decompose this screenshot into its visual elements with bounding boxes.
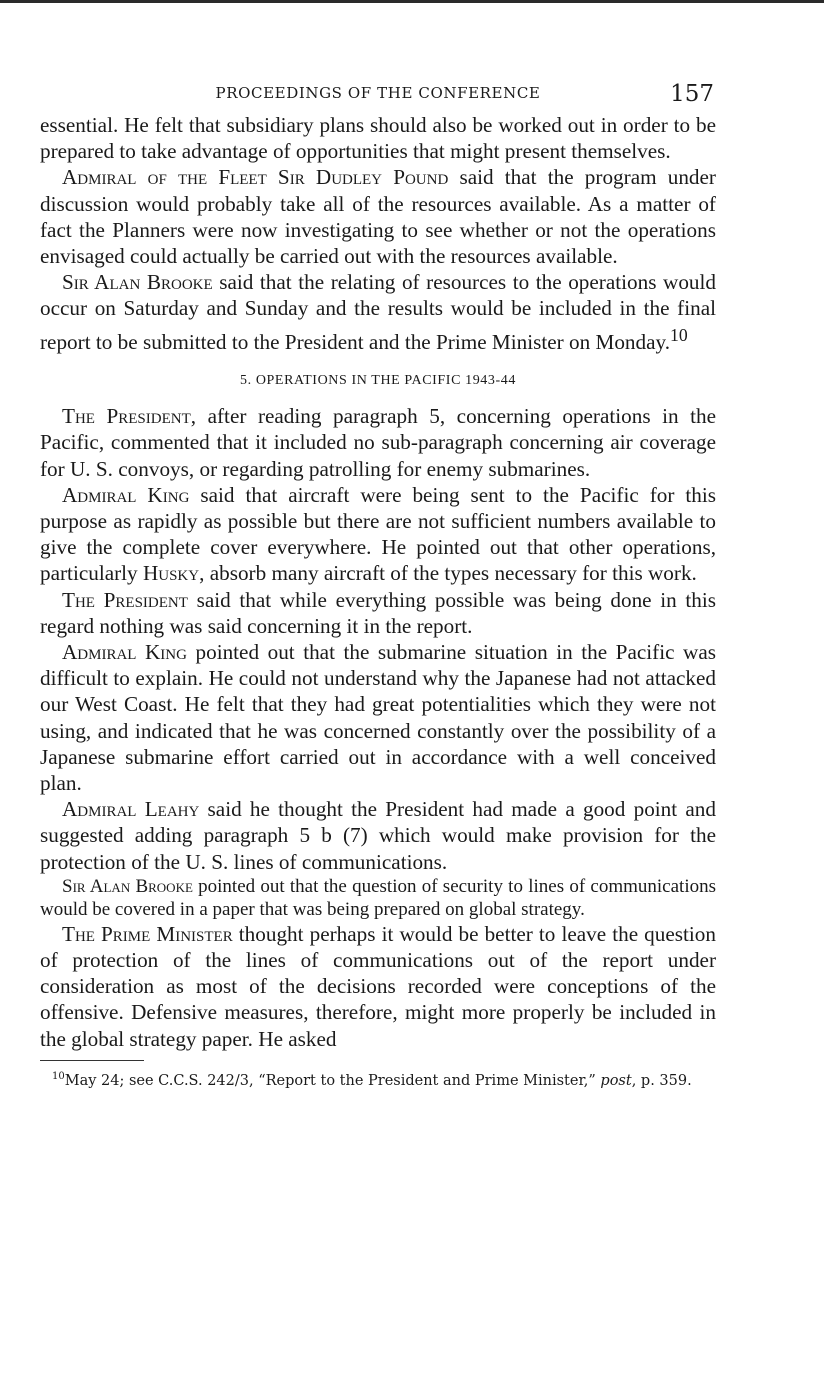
paragraph-text: pointed out that the question of security to lines of communications would be covered in a paper that was being prepared on global strategy.	[40, 875, 716, 920]
paragraph-president-1	[40, 403, 716, 482]
speaker-name: The President	[62, 404, 191, 429]
speaker-name: The President	[62, 587, 188, 612]
paragraph-text: said that while everything possible was being done in this regard nothing was said concerning it in the report.	[40, 587, 717, 638]
footnote-italic: post	[600, 1072, 632, 1089]
speaker-name: Sir Alan Brooke	[62, 875, 193, 897]
speaker-name: Admiral King	[62, 639, 187, 664]
footnote	[40, 1067, 716, 1091]
paragraph-text: , after reading paragraph 5, concerning operations in the Pacific, commented that it included no sub-paragraph concerning air coverage for U. S. convoys, or regarding patrolling for enemy submarines.	[40, 404, 717, 481]
paragraph-text: said that the program under discussion would probably take all of the resources available. As a matter of fact the Planners were now investigating to see whether or not the operations envisaged could actually be carried out with the resources available.	[40, 165, 716, 269]
page-number: 157	[670, 81, 714, 107]
paragraph-brooke-2	[40, 875, 716, 921]
top-border-line	[0, 0, 824, 3]
paragraph-text: said that aircraft were being sent to the Pacific for this purpose as rapidly as possible but there are not sufficient numbers available to give the complete cover everywhere. He pointed out that other operations, particularly	[40, 482, 716, 586]
paragraph-king-2	[40, 639, 716, 796]
body-text	[40, 112, 716, 1052]
paragraph-continuation	[40, 112, 716, 164]
speaker-name: The Prime Minister	[62, 921, 233, 946]
speaker-name: Sir Alan Brooke	[62, 270, 213, 295]
paragraph-text: pointed out that the submarine situation in the Pacific was difficult to explain. He could not understand why the Japanese had not attacked our West Coast. He felt that they had great potentialities which they were not using, and indicated that he was concerned constantly over the possibility of a Japanese submarine effort carried out in accordance with a well conceived plan.	[40, 639, 716, 795]
paragraph-text: thought perhaps it would be better to leave the question of protection of the lines of communications out of the report under consideration as most of the decisions recorded were conceptions of the offensive. Defensive measures, therefore, might more properly be included in the global strategy paper. He asked	[40, 921, 716, 1051]
paragraph-brooke	[40, 269, 716, 355]
section-heading: 5. OPERATIONS IN THE PACIFIC 1943-44	[240, 372, 516, 388]
footnote-reference: 10	[670, 324, 688, 345]
paragraph-text-after: , absorb many aircraft of the types necessary for this work.	[199, 561, 697, 586]
speaker-name: Admiral King	[62, 482, 190, 507]
paragraph-text: said he thought the President had made a good point and suggested adding paragraph 5 b (7) which would make provision for the protection of the U. S. lines of communications.	[40, 797, 716, 874]
footnote-text: May 24; see C.C.S. 242/3, “Report to the President and Prime Minister,”	[64, 1072, 601, 1089]
paragraph-prime-minister	[40, 921, 716, 1052]
footnote-number: 10	[52, 1070, 65, 1082]
speaker-name: Admiral of the Fleet Sir Dudley Pound	[62, 165, 449, 190]
footnote-text-after: , p. 359.	[631, 1072, 692, 1089]
paragraph-king-1	[40, 482, 716, 587]
paragraph-president-2	[40, 587, 716, 639]
paragraph-leahy	[40, 796, 716, 875]
paragraph-pound	[40, 164, 716, 269]
paragraph-text: essential. He felt that subsidiary plans should also be worked out in order to be prepared to take advantage of opportunities that might present themselves.	[40, 113, 716, 164]
operation-name: Husky	[142, 561, 200, 586]
document-page	[40, 70, 716, 1091]
running-head-title: PROCEEDINGS OF THE CONFERENCE	[215, 84, 541, 102]
running-head	[40, 70, 716, 112]
paragraph-text: said that the relating of resources to the operations would occur on Saturday and Sunday and the results would be included in the final report to be submitted to the President and the Prime Minister on Monday.	[40, 270, 716, 354]
footnote-rule	[40, 1060, 144, 1061]
speaker-name: Admiral Leahy	[62, 797, 200, 822]
